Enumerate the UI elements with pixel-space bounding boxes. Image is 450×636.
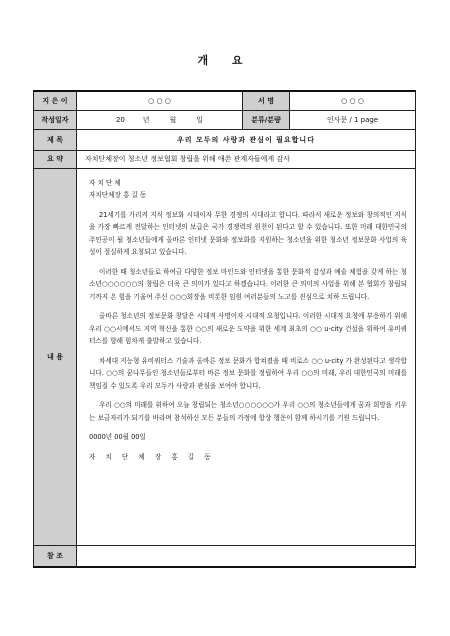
content-paragraph-4: 차세대 지능형 유비쿼터스 기술과 올바른 정보 문화가 합쳐졌을 때 비로소 ○○ u-city 가 완성된다고 생각합니다. ○○의 꿈나무들인 청소년들로부터 바른 정보 문화를 정립하여 우리 ○○의 미래, 우리 대한민국의 미래를 책임질 수 있도록 우리 모두가 사랑과 관심을 보여야 합니다.: [89, 356, 407, 390]
content-paragraph-3: 올바른 청소년의 정보문화 창달은 시대적 사명이자 시대적 요청입니다. 이러한 시대적 요청에 부응하기 위해 우리 ○○시에서도 지역 혁신을 통한 ○○의 새로운 도약을 위한 세계 최초의 ○○ u-city 건설을 위하여 유비쿼터스를 향해 힘차게 출발하고 있습니다.: [89, 312, 407, 345]
content-signature: 자 치 단 체 장 홍 길 동: [89, 452, 215, 461]
subject-value: 우리 모두의 사랑과 관심이 필요합니다: [77, 129, 416, 150]
category-value: 인사문 / 1 page: [290, 110, 416, 129]
signature-label: 서 명: [243, 91, 290, 110]
author-value: ○ ○ ○: [77, 91, 243, 110]
date-year-unit: 년: [142, 115, 150, 124]
summary-row: [34, 150, 416, 168]
content-paragraph-2: 이러한 때 청소년들로 하여금 다양한 정보 마인드와 인터넷을 통한 문화적 감성과 예술 체험을 갖게 하는 청소년○○○○○○의 창립은 더욱 큰 의미가 있다고 하겠습니다. 이러한 큰 의미의 사업을 위해 본 협회가 창립되기까지 온 힘을 기울여 주신 ○○○회장을 비롯한 임원 여러분들의 노고를 진심으로 치하 드립니다.: [89, 267, 407, 301]
content-paragraph-1: 21세기를 가리켜 지식 정보화 시대이자 무한 경쟁의 시대라고 합니다. 따라서 새로운 정보와 창의적인 지식을 가장 빠르게 전달하는 인터넷의 보급은 국가 경쟁력의 원천이 된다고 할 수 있습니다. 또한 미래 대한민국의 주인공이 될 청소년들에게 올바른 인터넷 문화와 정보화를 지원하는 청소년을 위한 청소년 정보문화 사업의 육성이 절실하게 요청되고 있습니다.: [89, 210, 407, 256]
content-label: 내 용: [34, 168, 77, 545]
content-header-author: 자치단체장 홍 길 동: [89, 191, 147, 199]
author-row: [34, 91, 416, 110]
summary-form-table: [33, 90, 416, 568]
content-header-org: 자 치 단 체: [89, 178, 121, 187]
date-row: [34, 110, 416, 129]
date-year: 20: [115, 115, 125, 124]
category-label: 분류/분량: [243, 110, 290, 129]
content-row: [34, 168, 416, 545]
date-day-unit: 일: [196, 115, 204, 124]
content-body: [77, 168, 416, 545]
reference-label: 참 조: [34, 545, 77, 567]
summary-value: 자치단체장이 청소년 정보협회 창립을 위해 애쓴 관계자들에게 감사: [77, 150, 416, 168]
subject-label: 제 목: [34, 129, 77, 150]
subject-row: [34, 129, 416, 150]
date-month-unit: 월: [169, 115, 177, 124]
author-label: 지 은 이: [34, 91, 77, 110]
date-label: 작성일자: [34, 110, 77, 129]
date-value: [77, 110, 243, 129]
summary-label: 요 약: [34, 150, 77, 168]
reference-row: [34, 545, 416, 567]
reference-value: [77, 545, 416, 567]
signature-value: ○ ○ ○: [290, 91, 416, 110]
content-paragraph-5: 우리 ○○의 미래를 위하여 오늘 창립되는 청소년○○○○○○가 우리 ○○의 청소년들에게 꿈과 희망을 키우는 보금자리가 되기를 바라며 참석하신 모든 분들의 가정에 항상 행운이 함께 하시기를 기원 드립니다.: [89, 401, 407, 422]
document-title: 개 요: [197, 54, 253, 67]
content-date: 0000년 00월 00일: [89, 433, 146, 441]
